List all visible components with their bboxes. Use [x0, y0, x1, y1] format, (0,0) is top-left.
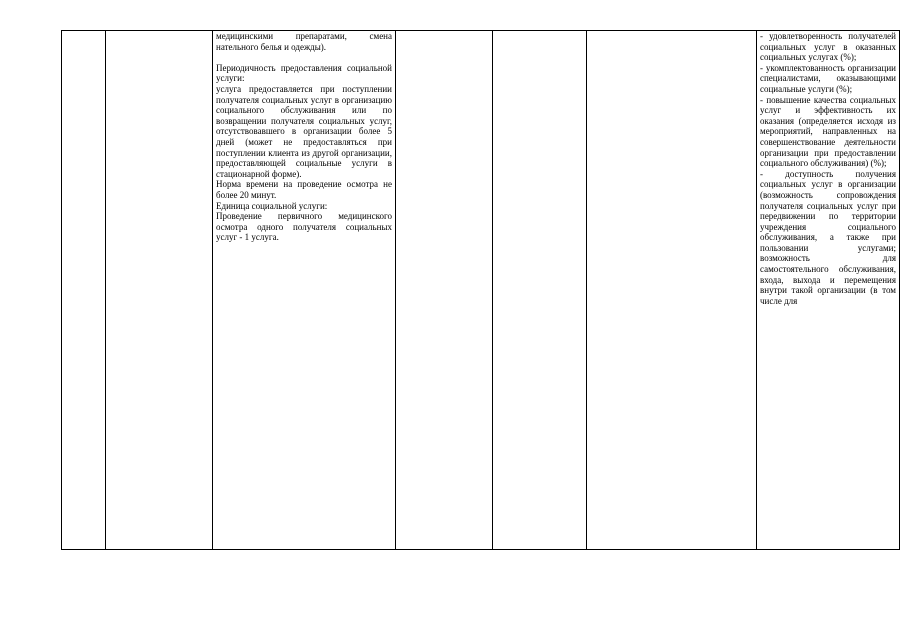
indicator-satisfaction: - удовлетворенность получателей социальных услуг в оказанных социальных услугах (%); [760, 31, 896, 63]
indicator-quality: - повышение качества социальных услуг и эффективность их оказания (определяется исходя из мероприятий, направленных на совершенствование деятельности организации при предоставлении социального обслуживания) (%); [760, 94, 896, 169]
cell-number [62, 31, 106, 550]
table-row [62, 31, 900, 550]
cell-service-description [213, 31, 396, 550]
paragraph-gap [216, 52, 392, 63]
indicator-staffing: - укомплектованность организации специалистами, оказывающими социальные услуги (%); [760, 62, 896, 94]
periodicity-text: услуга предоставляется при поступлении получателя социальных услуг в организацию социального обслуживания или по возвращении получателя социальных услуг, отсутствовавшего в организации более 5 дней (может не предоставляться при поступлении клиента из другой организации, предоставляющей социальные услуги в стационарной форме). [216, 83, 392, 179]
cell-tariff [396, 31, 493, 550]
cell-norm [493, 31, 587, 550]
cell-conditions [587, 31, 757, 550]
unit-text: Проведение первичного медицинского осмотра одного получателя социальных услуг - 1 услуга. [216, 211, 392, 243]
cell-quality-indicators [757, 31, 900, 550]
cell-service-name [106, 31, 213, 550]
services-table [61, 30, 900, 550]
unit-heading: Единица социальной услуги: [216, 200, 328, 211]
time-norm-text: Норма времени на проведение осмотра не более 20 минут. [216, 179, 392, 200]
indicator-accessibility: - доступность получения социальных услуг в организации (возможность сопровождения получателя социальных услуг при передвижении по территории учреждения социального обслуживания, а также при пользовании услугами; возможность для самостоятельного обслуживания, входа, выхода и перемещения внутри такой организации (в том числе для [760, 168, 896, 306]
description-text: медицинскими препаратами, смена нательного белья и одежды). [216, 31, 392, 52]
periodicity-heading: Периодичность предоставления социальной услуги: [216, 62, 392, 84]
